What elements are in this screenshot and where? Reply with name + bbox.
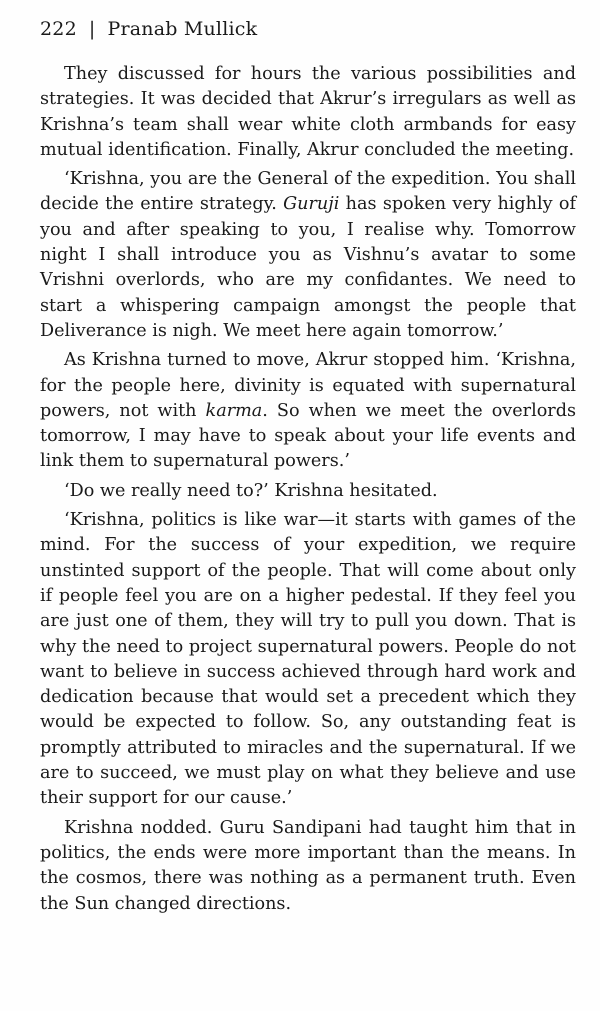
text-run: ‘Do we really need to?’ Krishna hesitated. (64, 480, 438, 501)
text-run: They discussed for hours the various possibilities and strategies. It was decided that Akrur’s irregulars as well as Krishna’s team shall wear white cloth armbands for easy mutual identification. Finally, Akrur concluded the meeting. (40, 64, 576, 160)
header-separator: | (88, 18, 96, 40)
paragraph (40, 508, 576, 812)
paragraph (40, 348, 576, 474)
text-run: As Krishna turned to move, Akrur stopped him. ‘Krishna, for the people here, divinity is equated with supernatural powers, not with (40, 350, 576, 421)
page-number: 222 (40, 18, 77, 40)
paragraph (40, 816, 576, 917)
body-text (40, 62, 576, 917)
author-name: Pranab Mullick (107, 18, 258, 40)
italic-text: Guruji (283, 194, 340, 215)
text-run: ‘Krishna, politics is like war—it starts with games of the mind. For the success of your expedition, we require unstinted support of the people. That will come about only if people feel you are on a higher pedestal. If they feel you are just one of them, they will try to pull you down. That is why the need to project supernatural powers. People do not want to believe in success achieved through hard work and dedication because that would set a precedent which they would be expected to follow. So, any outstanding feat is promptly attributed to miracles and the supernatural. If we are to succeed, we must play on what they believe and use their support for our cause.’ (40, 510, 576, 809)
text-run: ‘Krishna, you are the General of the expedition. You shall decide the entire strategy. (40, 169, 576, 215)
paragraph (40, 167, 576, 344)
text-run: has spoken very highly of you and after speaking to you, I realise why. Tomorrow night I shall introduce you as Vishnu’s avatar to some Vrishni overlords, who are my confidantes. We need to start a whispering campaign amongst the people that Deliverance is nigh. We meet here again tomorrow.’ (40, 194, 576, 341)
paragraph (40, 479, 576, 504)
text-run: Krishna nodded. Guru Sandipani had taught him that in politics, the ends were more important than the means. In the cosmos, there was nothing as a permanent truth. Even the Sun changed directions. (40, 817, 576, 914)
running-header (40, 18, 576, 40)
paragraph (40, 62, 576, 163)
italic-text: karma (205, 400, 263, 421)
text-run: . So when we meet the overlords tomorrow, I may have to speak about your life events and link them to supernatural powers.’ (40, 400, 576, 472)
